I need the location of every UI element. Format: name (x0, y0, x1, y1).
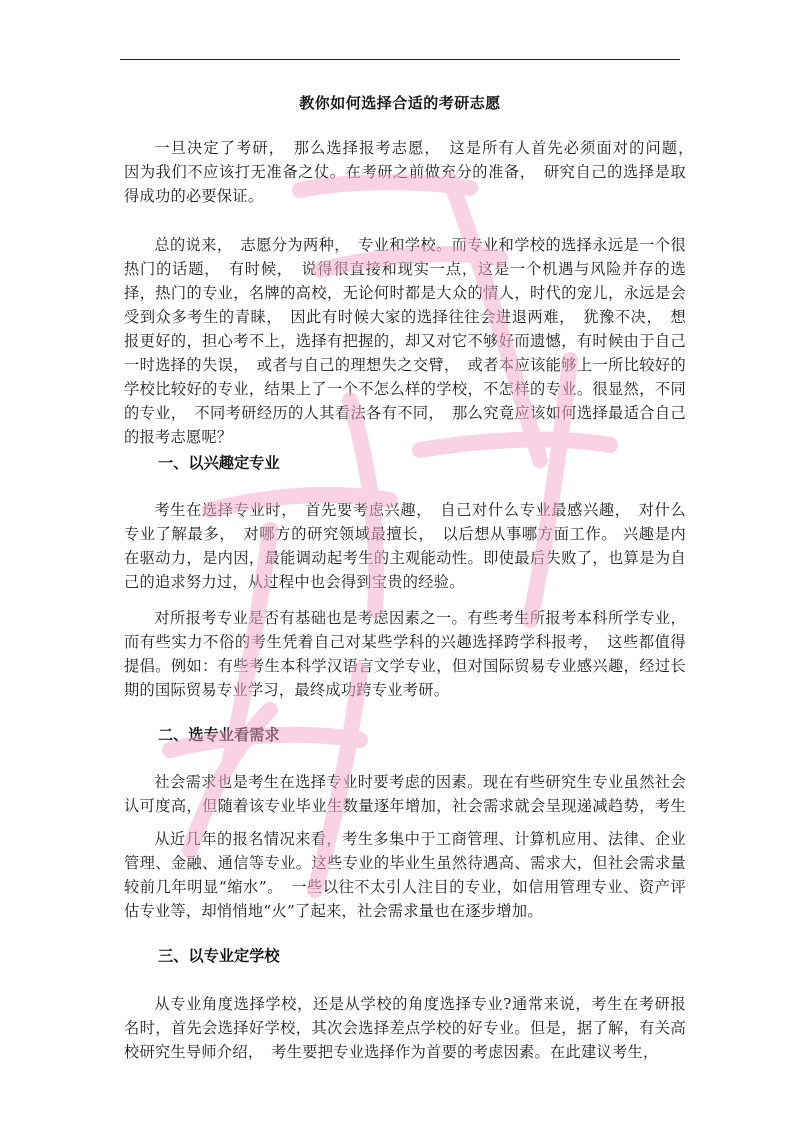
paragraph: 从近几年的报名情况来看，考生多集中于工商管理、计算机应用、法律、企业管理、金融、通信等专业。这些专业的毕业生虽然待遇高、需求大，但社会需求量较前几年明显“缩水”。 一些以往不太引人注目的专业，如信用管理专业、资产评估专业等，却悄悄地“火”了起来，社会需求量也在逐步增加。 (124, 830, 686, 920)
paragraph: 对所报考专业是否有基础也是考虑因素之一。有些考生所报考本科所学专业，而有些实力不俗的考生凭着自己对某些学科的兴趣选择跨学科报考， 这些都值得提倡。例如：有些考生本科学汉语言文学专业，但对国际贸易专业感兴趣，经过长期的国际贸易专业学习，最终成功跨专业考研。 (124, 609, 686, 699)
paragraph: 社会需求也是考生在选择专业时要考虑的因素。现在有些研究生专业虽然社会认可度高，但随着该专业毕业生数量逐年增加，社会需求就会呈现递减趋势，考生 (124, 773, 686, 815)
paragraph: 总的说来， 志愿分为两种， 专业和学校。而专业和学校的选择永远是一个很热门的话题， 有时候， 说得很直接和现实一点，这是一个机遇与风险并存的选择，热门的专业，名牌的高校，无论何时都是大众的情人，时代的宠儿，永远是会受到众多考生的青睐， 因此有时候大家的选择往往会进退两难， 犹豫不决， 想报更好的，担心考不上，选择有把握的，却又对它不够好而遗憾，有时候由于自己一时选择的失误， 或者与自己的理想失之交臂， 或者本应该能够上一所比较好的学校比较好的专业，结果上了一个不怎么样的学校，不怎样的专业。很显然，不同的专业， 不同考研经历的人其看法各有不同， 那么究竟应该如何选择最适合自己的报考志愿呢？ (124, 236, 686, 446)
paragraph: 一旦决定了考研， 那么选择报考志愿， 这是所有人首先必须面对的问题， 因为我们不应该打无准备之仗。在考研之前做充分的准备， 研究自己的选择是取得成功的必要保证。 (124, 139, 702, 205)
section-heading: 三、以专业定学校 (158, 947, 280, 965)
header-rule (120, 59, 680, 60)
paragraph: 考生在选择专业时， 首先要考虑兴趣， 自己对什么专业最感兴趣， 对什么专业了解最多， 对哪方的研究领域最擅长， 以后想从事哪方面工作。 兴趣是内在驱动力，是内因，最能调动起考生的主观能动性。即使最后失败了，也算是为自己的追求努力过，从过程中也会得到宝贵的经验。 (124, 501, 686, 591)
paragraph: 从专业角度选择学校，还是从学校的角度选择专业?通常来说，考生在考研报名时，首先会选择好学校，其次会选择差点学校的好专业。但是，据了解，有关高校研究生导师介绍， 考生要把专业选择作为首要的考虑因素。在此建议考生， (124, 995, 686, 1061)
section-heading: 二、选专业看需求 (158, 726, 280, 744)
document-title: 教你如何选择合适的考研志愿 (299, 94, 501, 112)
section-heading: 一、以兴趣定专业 (158, 454, 280, 472)
